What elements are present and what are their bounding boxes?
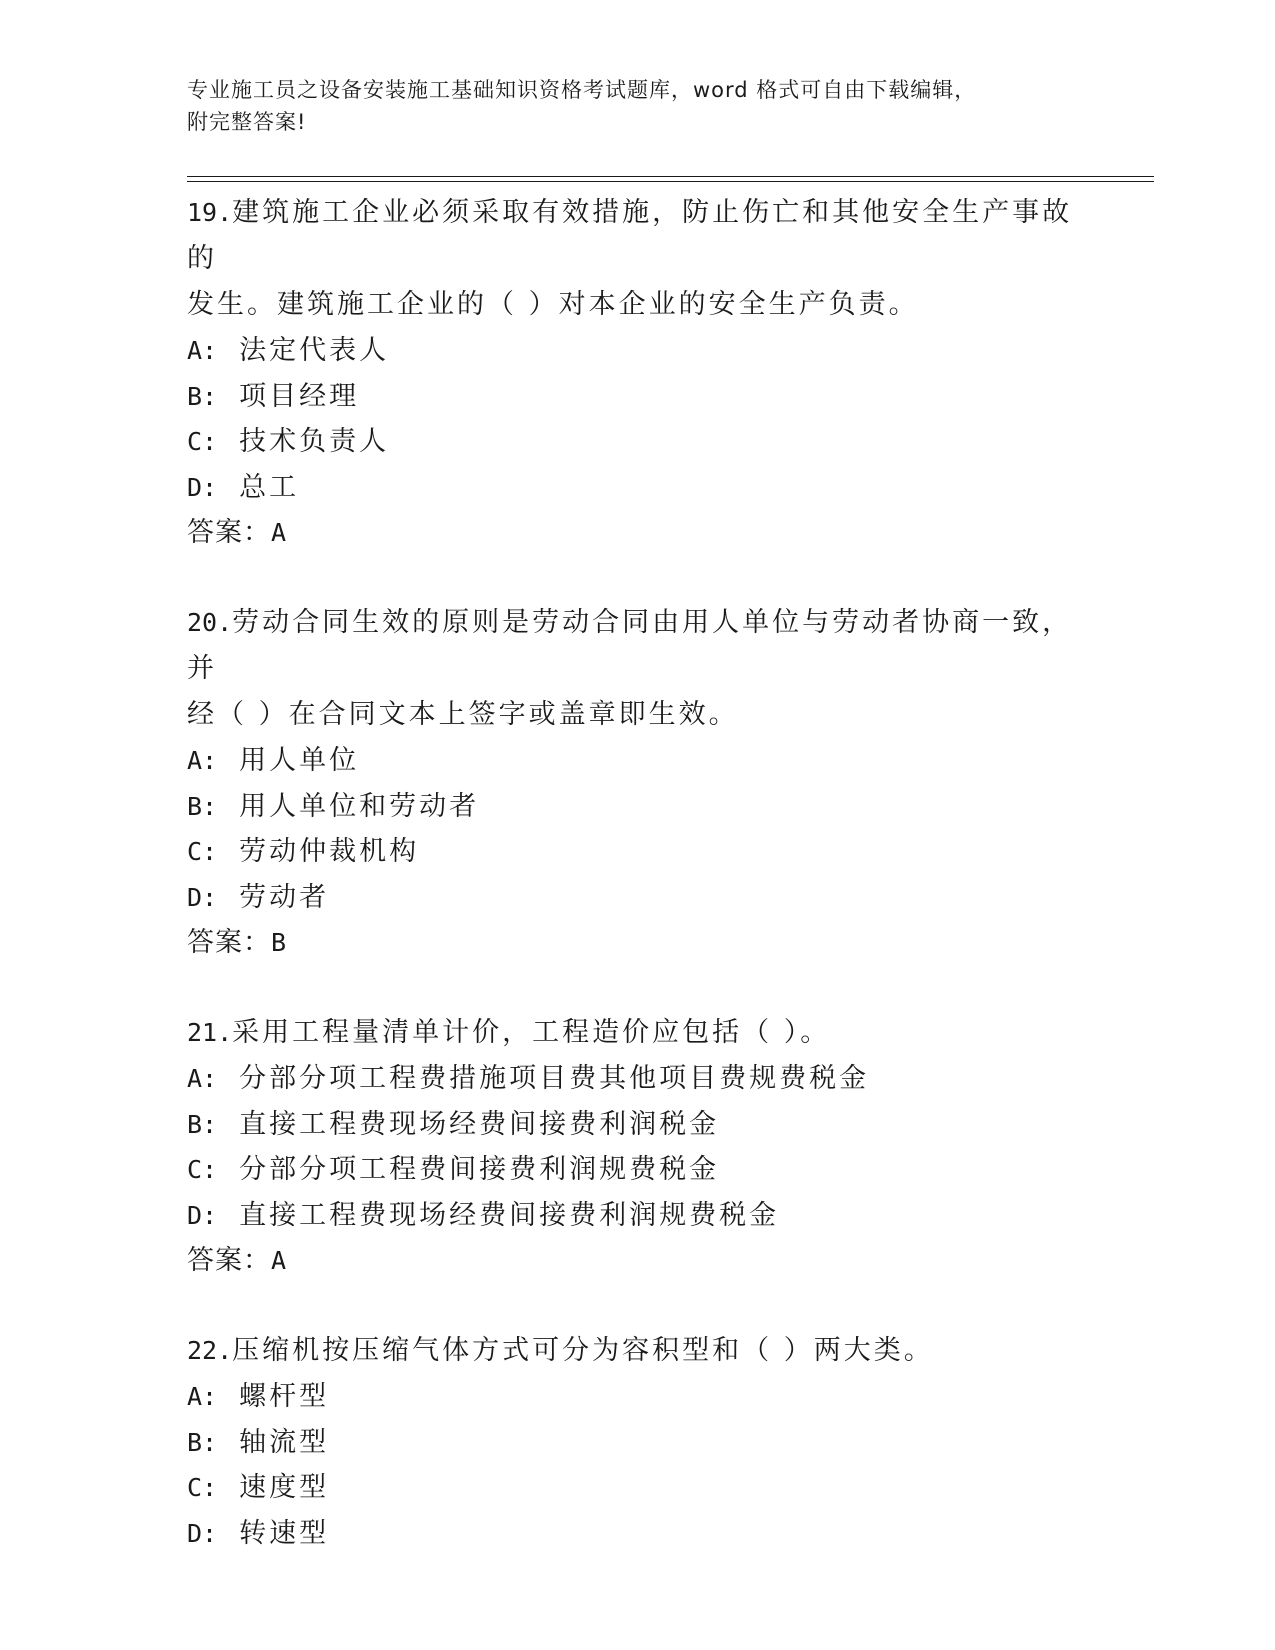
document-header xyxy=(187,74,1067,138)
option-text: 总工 xyxy=(239,471,300,503)
option-b xyxy=(187,784,1087,830)
option-key: C: xyxy=(187,837,218,866)
question-text-continued xyxy=(187,692,1087,738)
option-d xyxy=(187,1511,1087,1557)
option-a xyxy=(187,328,1087,374)
option-text: 用人单位 xyxy=(239,745,360,776)
option-d xyxy=(187,1193,1087,1239)
option-text: 转速型 xyxy=(239,1517,330,1549)
answer-value: A xyxy=(271,1246,288,1275)
question-text-line-2: 发生。建筑施工企业的（ ）对本企业的安全生产负责。 xyxy=(187,289,919,320)
option-d xyxy=(187,875,1087,921)
option-text: 技术负责人 xyxy=(239,426,390,457)
question-21 xyxy=(187,1010,1087,1284)
option-key: A: xyxy=(187,1382,218,1411)
question-number: 20. xyxy=(187,608,233,637)
option-b xyxy=(187,1420,1087,1466)
option-text: 劳动者 xyxy=(239,881,330,913)
option-key: C: xyxy=(187,1473,218,1502)
option-a xyxy=(187,738,1087,784)
answer-line xyxy=(187,1238,1087,1284)
option-key: D: xyxy=(187,882,218,912)
header-divider-bottom xyxy=(187,181,1154,182)
option-key: A: xyxy=(187,746,218,775)
option-text: 直接工程费现场经费间接费利润规费税金 xyxy=(239,1199,780,1231)
option-key: B: xyxy=(187,1109,218,1139)
question-text xyxy=(187,600,1087,692)
option-a xyxy=(187,1056,1087,1102)
option-text: 速度型 xyxy=(239,1472,330,1503)
question-text-line-1: 压缩机按压缩气体方式可分为容积型和（ ）两大类。 xyxy=(232,1335,934,1366)
option-b xyxy=(187,374,1087,420)
question-gap xyxy=(187,966,1087,1010)
question-text xyxy=(187,1328,1087,1374)
option-key: B: xyxy=(187,381,218,411)
option-c xyxy=(187,829,1087,875)
option-text: 劳动仲裁机构 xyxy=(239,836,420,867)
answer-value: B xyxy=(271,928,288,957)
option-text: 轴流型 xyxy=(239,1426,330,1458)
header-line-2: 附完整答案! xyxy=(187,110,307,134)
option-key: C: xyxy=(187,1155,218,1184)
option-key: D: xyxy=(187,472,218,502)
question-text-line-1: 建筑施工企业必须采取有效措施，防止伤亡和其他安全生产事故的 xyxy=(187,197,1073,274)
answer-label: 答案： xyxy=(187,1245,271,1276)
question-number: 22. xyxy=(187,1336,233,1365)
question-gap xyxy=(187,556,1087,600)
question-text-line-1: 劳动合同生效的原则是劳动合同由用人单位与劳动者协商一致，并 xyxy=(187,607,1073,684)
option-text: 分部分项工程费措施项目费其他项目费规费税金 xyxy=(239,1063,870,1094)
option-text: 分部分项工程费间接费利润规费税金 xyxy=(239,1154,720,1185)
question-text-line-2: 经（ ）在合同文本上签字或盖章即生效。 xyxy=(187,699,739,730)
question-text xyxy=(187,190,1087,282)
option-text: 法定代表人 xyxy=(239,335,390,366)
question-text-continued xyxy=(187,282,1087,328)
option-text: 项目经理 xyxy=(239,380,360,412)
question-text-line-1: 采用工程量清单计价，工程造价应包括（ ）。 xyxy=(232,1017,831,1048)
answer-line xyxy=(187,510,1087,556)
header-divider-top xyxy=(187,176,1154,177)
question-text xyxy=(187,1010,1087,1056)
option-key: B: xyxy=(187,1427,218,1457)
option-text: 用人单位和劳动者 xyxy=(239,790,480,822)
header-line-1: 专业施工员之设备安装施工基础知识资格考试题库，word 格式可自由下载编辑， xyxy=(187,78,977,102)
answer-value: A xyxy=(271,518,288,547)
option-text: 螺杆型 xyxy=(239,1381,330,1412)
option-c xyxy=(187,1465,1087,1511)
question-20 xyxy=(187,600,1087,966)
option-text: 直接工程费现场经费间接费利润税金 xyxy=(239,1108,720,1140)
option-key: B: xyxy=(187,791,218,821)
option-key: D: xyxy=(187,1200,218,1230)
answer-label: 答案： xyxy=(187,517,271,548)
option-c xyxy=(187,419,1087,465)
option-key: C: xyxy=(187,427,218,456)
option-key: A: xyxy=(187,1064,218,1093)
answer-label: 答案： xyxy=(187,927,271,958)
question-22 xyxy=(187,1328,1087,1556)
question-gap xyxy=(187,1284,1087,1328)
option-key: D: xyxy=(187,1518,218,1548)
option-c xyxy=(187,1147,1087,1193)
option-key: A: xyxy=(187,336,218,365)
question-list xyxy=(187,190,1087,1556)
question-number: 21. xyxy=(187,1018,233,1047)
answer-line xyxy=(187,920,1087,966)
option-d xyxy=(187,465,1087,511)
question-19 xyxy=(187,190,1087,556)
option-a xyxy=(187,1374,1087,1420)
option-b xyxy=(187,1102,1087,1148)
question-number: 19. xyxy=(187,198,233,227)
